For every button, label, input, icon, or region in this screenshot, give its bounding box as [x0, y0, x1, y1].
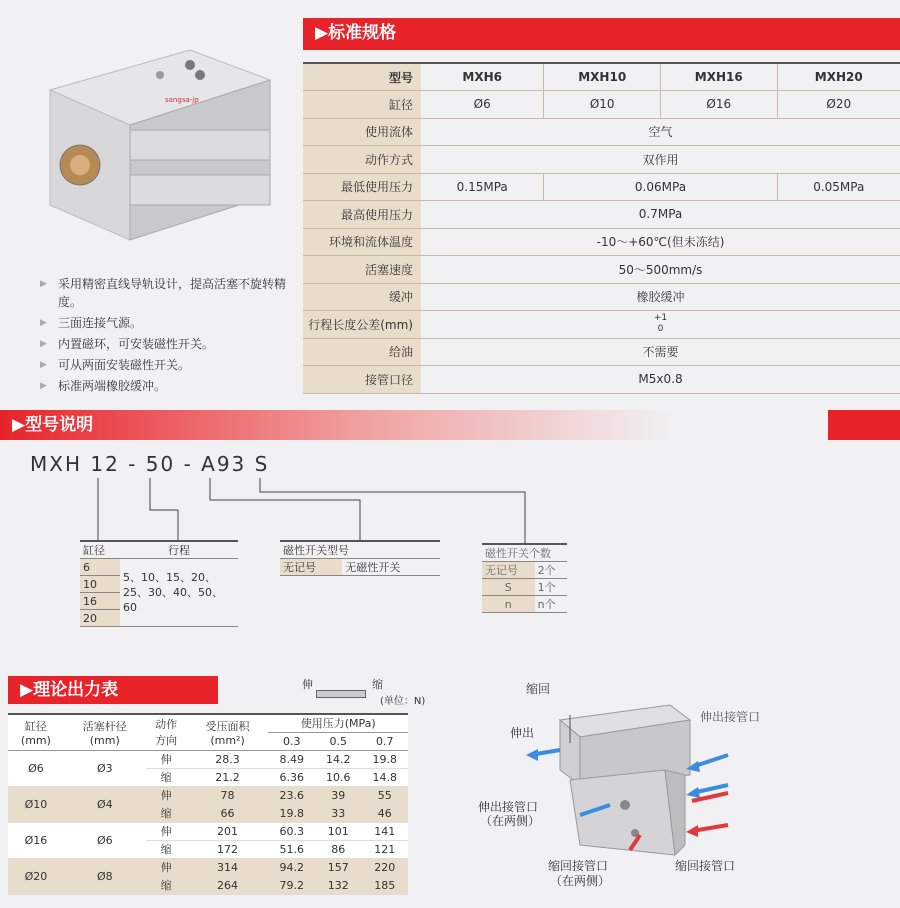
force-table: 缸径 (mm) 活塞杆径 (mm) 动作 方向 受压面积 (mm²) 使用压力(MPa) 0.3 0.5 0.7 Ø6 Ø3 伸 28.3 8.49 14.2 19.8 缩 21.2 6.36 10.6 14.8 Ø10 Ø4 伸 78 23.6 39 55 缩 66 19.8 33 46 Ø16 Ø6 伸 201 60.3 101 141 缩 172 51.6 86 121 Ø20 Ø8 伸 314 94.2 157 220 缩 264 79.2 132 185	[8, 713, 408, 895]
label-both-sides-2: （在两侧）	[550, 874, 611, 888]
label-both-sides: （在两侧）	[480, 814, 541, 828]
port-diagram	[460, 675, 900, 900]
force-row: Ø16 Ø6 伸 201 60.3 101 141	[8, 822, 408, 840]
label-extend-port: 伸出接管口	[700, 710, 761, 724]
force-row: Ø20 Ø8 伸 314 94.2 157 220	[8, 858, 408, 876]
switch-table: 磁性开关型号 无记号 无磁性开关	[280, 540, 440, 576]
force-banner: ▶理论出力表	[8, 676, 218, 704]
force-row: Ø10 Ø4 伸 78 23.6 39 55	[8, 786, 408, 804]
model-code: MXH 12 - 50 - A93 S	[30, 452, 270, 476]
bore-stroke-table: 缸径 行程 6 5、10、15、20、25、30、40、50、60 10 16 20	[80, 540, 238, 627]
label-retract-port-2: 缩回接管口	[675, 859, 736, 873]
model-banner: ▶型号说明	[0, 410, 900, 440]
label-retract: 缩回	[526, 682, 551, 696]
feature-item: ▶ 三面连接气源。	[36, 314, 286, 332]
switch-count-table: 磁性开关个数 无记号 2个 S 1个 n n个	[482, 543, 567, 613]
feature-item: ▶ 标准两端橡胶缓冲。	[36, 377, 286, 395]
spec-banner: ▶标准规格	[303, 18, 900, 50]
code-leader-lines	[0, 470, 560, 550]
spec-table: 型号 MXH6 MXH10 MXH16 MXH20 缸径 Ø6 Ø10 Ø16 Ø20 使用流体 空气 动作方式 双作用 最低使用压力 0.15MPa 0.06MPa 0.05MPa 最高使用压力 0.7MPa 环境和流体温度 -10～+60℃(但未冻结) 活塞速度 50～500mm/s 缓冲 橡胶缓冲 行程长度公差(mm) +1 0 给油 不需要 接管口径 M5x0.8	[303, 62, 900, 394]
feature-item: ▶ 可从两面安装磁性开关。	[36, 356, 286, 374]
force-row: 缩 66 19.8 33 46	[8, 804, 408, 822]
product-image	[40, 30, 280, 260]
force-row: 缩 172 51.6 86 121	[8, 840, 408, 858]
feature-item: ▶ 采用精密直线导轨设计，提高活塞不旋转精度。	[36, 275, 286, 311]
feature-list	[36, 275, 286, 398]
product-label: sangsa-jp	[165, 96, 199, 104]
feature-item: ▶ 内置磁环，可安装磁性开关。	[36, 335, 286, 353]
label-extend-port-2: 伸出接管口	[478, 800, 539, 814]
label-extend: 伸出	[510, 726, 535, 740]
force-row: 缩 21.2 6.36 10.6 14.8	[8, 768, 408, 786]
force-row: Ø6 Ø3 伸 28.3 8.49 14.2 19.8	[8, 750, 408, 768]
force-row: 缩 264 79.2 132 185	[8, 876, 408, 894]
label-retract-port: 缩回接管口	[548, 859, 609, 873]
legend-cylinder-icon	[316, 690, 366, 698]
